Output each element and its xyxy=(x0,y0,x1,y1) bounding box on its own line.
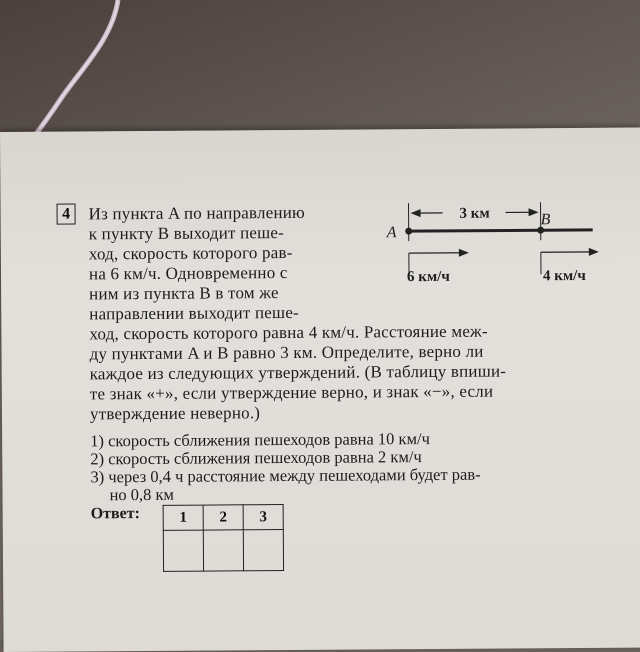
problem-text-line: на 6 км/ч. Одновременно с xyxy=(89,263,288,284)
worksheet-page xyxy=(0,128,640,652)
distance-arrowhead-left xyxy=(411,209,421,217)
problem-text-line: ход, скорость которого рав- xyxy=(89,243,293,264)
answer-column-header: 1 xyxy=(163,505,203,530)
point-b-label: B xyxy=(541,211,551,228)
statement-1: 1) скорость сближения пешеходов равна 10 км/ч xyxy=(90,429,430,451)
motion-diagram xyxy=(380,190,621,292)
distance-label: 3 км xyxy=(459,206,489,222)
problem-text-line: направлении выходит пеше- xyxy=(89,303,299,324)
answer-table xyxy=(163,504,284,572)
problem-number: 4 xyxy=(57,203,76,224)
speed-a-arrowhead xyxy=(459,249,469,257)
answer-column-header: 2 xyxy=(203,505,243,530)
statement-3-continued: но 0,8 км xyxy=(109,485,174,505)
answer-cell-1[interactable] xyxy=(163,530,203,571)
answer-cell-3[interactable] xyxy=(243,530,283,571)
problem-text-line: те знак «+», если утверждение верно, и знак «−», если xyxy=(90,382,494,405)
problem-text-line: ним из пункта B в том же xyxy=(89,283,279,304)
problem-text-line: Из пункта A по направлению xyxy=(89,203,305,225)
point-a-label: A xyxy=(386,224,397,241)
route-line xyxy=(409,230,593,231)
problem-text-line: ду пунктами A и B равно 3 км. Определите, верно ли xyxy=(89,342,483,365)
problem-text-line: ход, скорость которого равна 4 км/ч. Расстояние меж- xyxy=(89,322,488,345)
statement-3: 3) через 0,4 ч расстояние между пешеходами будет рав- xyxy=(90,465,480,488)
answer-cell-2[interactable] xyxy=(203,530,243,571)
statement-2: 2) скорость сближения пешеходов равна 2 км/ч xyxy=(90,447,422,469)
problem-text-line: утверждение неверно.) xyxy=(90,403,260,424)
problem-text-line: каждое из следующих утверждений. (В таблицу впиши- xyxy=(90,361,507,384)
distance-arrowhead-right xyxy=(529,208,539,216)
problem-text-line: к пункту B выходит пеше- xyxy=(89,223,284,244)
answer-label: Ответ: xyxy=(91,505,140,523)
speed-b-label: 4 км/ч xyxy=(543,268,586,284)
speed-a-label: 6 км/ч xyxy=(407,269,450,285)
speed-b-arrowhead xyxy=(589,248,599,256)
point-a-dot xyxy=(405,228,412,235)
answer-column-header: 3 xyxy=(243,505,283,530)
